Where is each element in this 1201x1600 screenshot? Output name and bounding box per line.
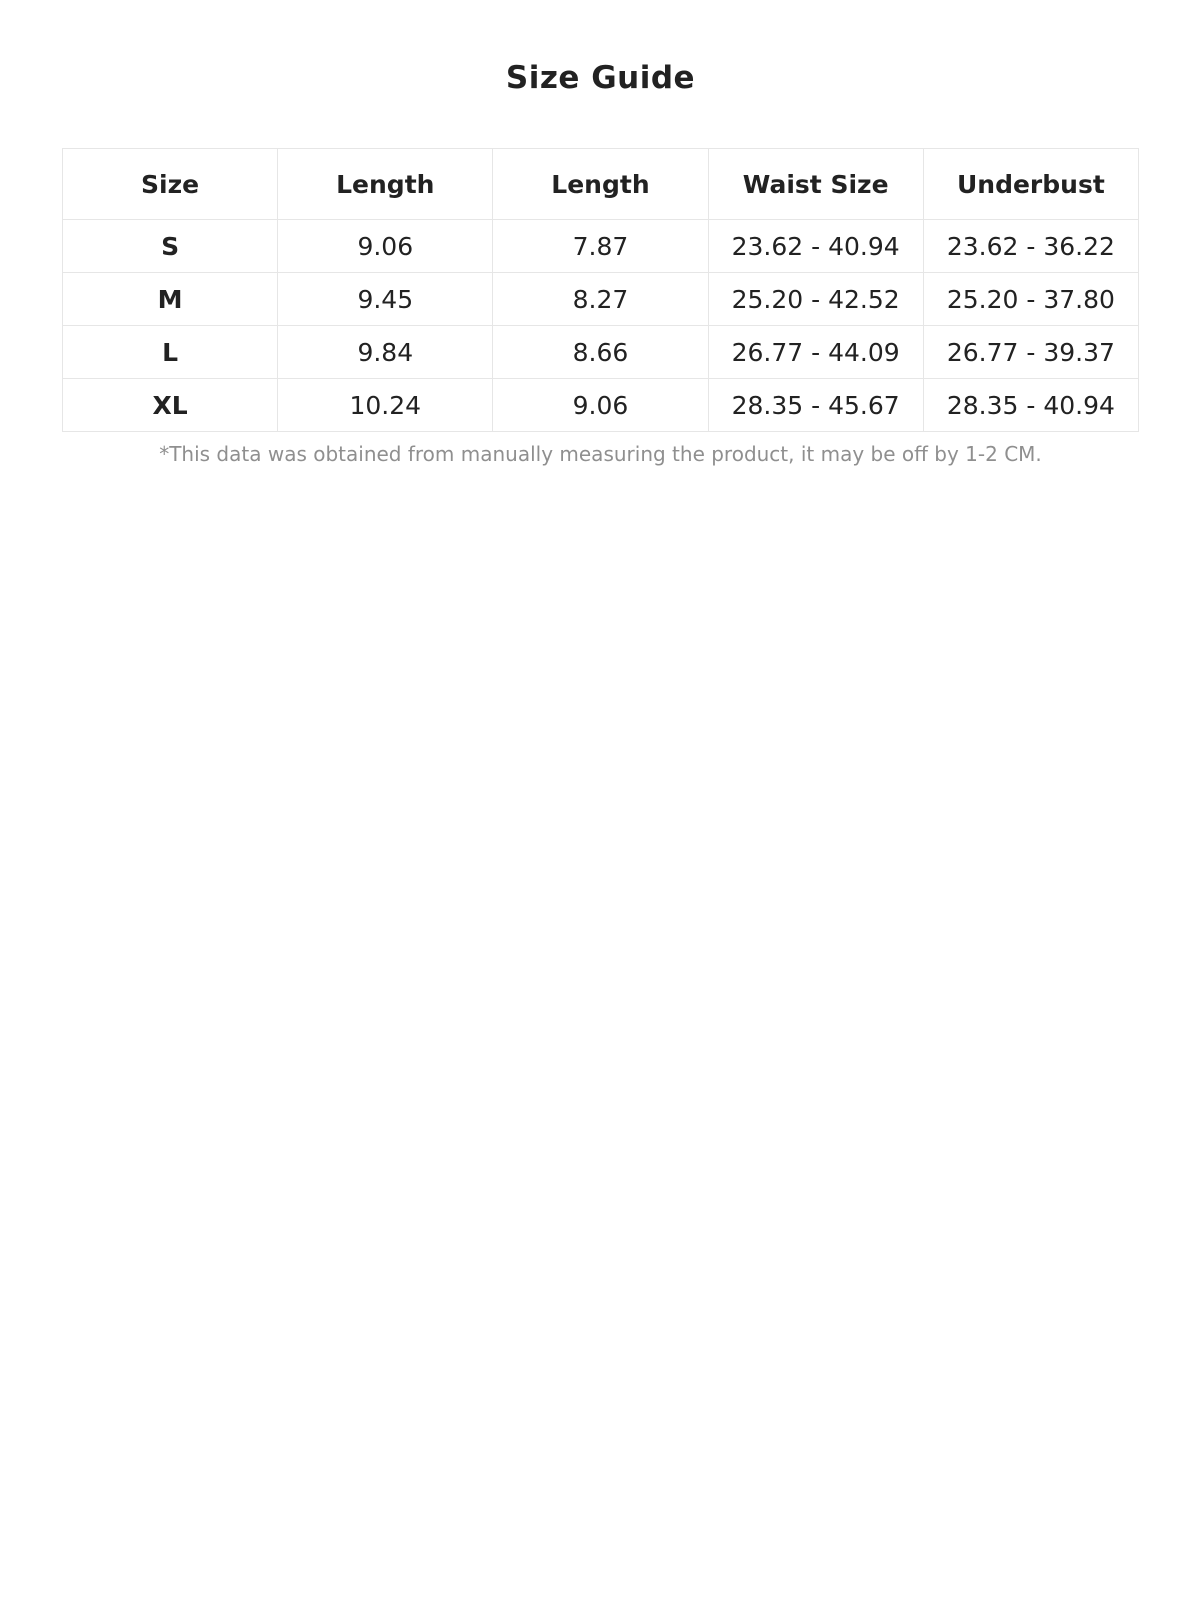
table-row <box>63 273 1139 326</box>
page-title: Size Guide <box>505 60 696 96</box>
table-cell: 26.77 - 39.37 <box>923 326 1138 379</box>
table-cell: 26.77 - 44.09 <box>708 326 923 379</box>
size-cell: M <box>63 273 278 326</box>
table-cell: 9.06 <box>493 379 708 432</box>
table-cell: 10.24 <box>278 379 493 432</box>
table-cell: 25.20 - 42.52 <box>708 273 923 326</box>
size-cell: L <box>63 326 278 379</box>
header-length-1: Length <box>278 149 493 220</box>
table-cell: 28.35 - 45.67 <box>708 379 923 432</box>
table-row <box>63 326 1139 379</box>
table-cell: 8.27 <box>493 273 708 326</box>
header-length-2: Length <box>493 149 708 220</box>
table-cell: 9.84 <box>278 326 493 379</box>
table-cell: 9.06 <box>278 220 493 273</box>
table-cell: 23.62 - 36.22 <box>923 220 1138 273</box>
size-cell: XL <box>63 379 278 432</box>
table-row <box>63 220 1139 273</box>
table-cell: 8.66 <box>493 326 708 379</box>
size-cell: S <box>63 220 278 273</box>
table-cell: 7.87 <box>493 220 708 273</box>
header-waist-size: Waist Size <box>708 149 923 220</box>
table-header-row <box>63 149 1139 220</box>
table-cell: 25.20 - 37.80 <box>923 273 1138 326</box>
measurement-note: *This data was obtained from manually measuring the product, it may be off by 1-2 CM. <box>159 442 1042 466</box>
table-cell: 9.45 <box>278 273 493 326</box>
size-table <box>62 148 1139 432</box>
table-cell: 28.35 - 40.94 <box>923 379 1138 432</box>
table-row <box>63 379 1139 432</box>
header-size: Size <box>63 149 278 220</box>
header-underbust: Underbust <box>923 149 1138 220</box>
table-cell: 23.62 - 40.94 <box>708 220 923 273</box>
